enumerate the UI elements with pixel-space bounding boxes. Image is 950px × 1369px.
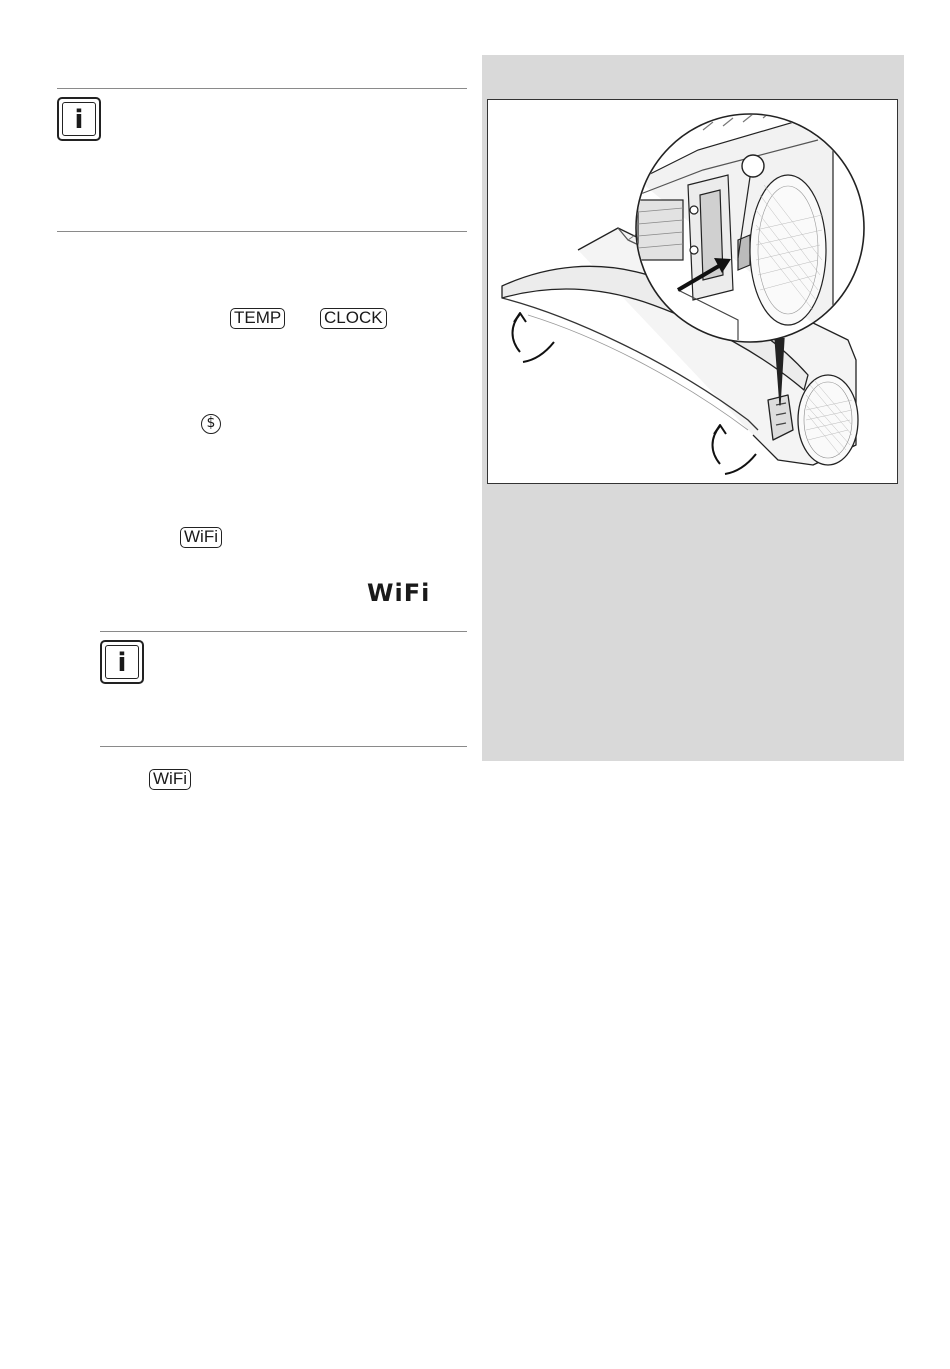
wifi-key-symbol: WiFi bbox=[180, 527, 222, 548]
note-bottom-rule bbox=[57, 231, 467, 232]
clock-key-symbol: CLOCK bbox=[320, 308, 387, 329]
figure-frame bbox=[487, 99, 898, 484]
info-icon-2 bbox=[100, 640, 144, 684]
note2-top-rule bbox=[100, 631, 467, 632]
info-icon-2-glyph: i bbox=[105, 645, 139, 679]
info-icon bbox=[57, 97, 101, 141]
temp-key-symbol: TEMP bbox=[230, 308, 285, 329]
info-icon-glyph: i bbox=[62, 102, 96, 136]
detail-magnifier bbox=[636, 106, 864, 342]
air-conditioner-illustration bbox=[488, 100, 897, 483]
dollar-icon: $ bbox=[201, 414, 221, 434]
figure-panel bbox=[482, 55, 904, 761]
note2-bottom-rule bbox=[100, 746, 467, 747]
note-top-rule bbox=[57, 88, 467, 89]
wifi-key-symbol-2: WiFi bbox=[149, 769, 191, 790]
wifi-display-indicator: WiFi bbox=[367, 579, 431, 607]
